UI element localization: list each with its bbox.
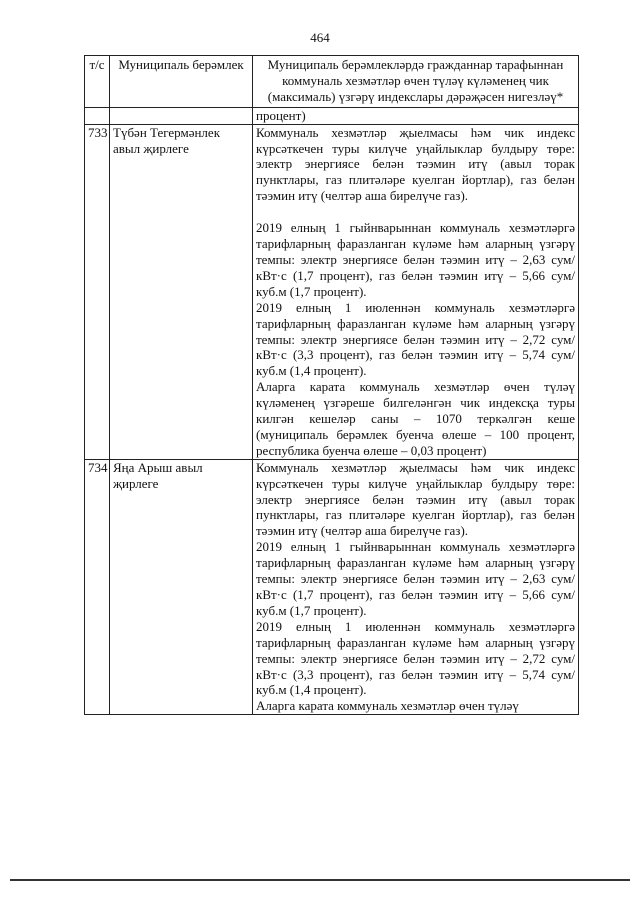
continuation-row (85, 107, 579, 124)
paragraph: Аларга карата коммуналь хезмәтләр өчен түләү күләменең үзгәреше билгеләнгән чик индексқа туры килгән кешеләр саны – 1070 теркәлгән кеше (муниципаль берәмлек буенча өлеше – 100 процент, республика буенча өлеше – 0,03 процент) (256, 379, 575, 458)
header-number: т/с (85, 56, 110, 108)
continuation-text: процент) (253, 107, 579, 124)
municipal-tariff-table (84, 55, 579, 715)
row-description (253, 124, 579, 459)
paragraph: 2019 елның 1 июленнән коммуналь хезмәтләргә тарифларның фаразланган күләме һәм аларның үзгәрү темпы: электр энергиясе белән тәэмин итү – 2,72 сум/кВт·с (3,3 процент), газ белән тәэмин итү – 5,74 сум/куб.м (1,4 процент). (256, 299, 575, 379)
table-header-row (85, 56, 579, 108)
header-municipality: Муниципаль берәмлек (110, 56, 253, 108)
paragraph: 2019 елның 1 гыйнварыннан коммуналь хезмәтләргә тарифларның фаразланган күләме һәм аларның үзгәрү темпы: электр энергиясе белән тәэмин итү – 2,63 сум/кВт·с (1,7 процент), газ белән тәэмин итү – 5,66 сум/куб.м (1,7 процент). (256, 539, 575, 618)
table-row (85, 459, 579, 715)
table-row (85, 124, 579, 459)
header-justification: Муниципаль берәмлекләрдә гражданнар тарафыннан коммуналь хезмәтләр өчен түләү күләменең чик (максималь) үзгәрү индекслары дәрәҗәсен нигезләү* (253, 56, 579, 108)
scan-edge-line (10, 879, 630, 881)
paragraph: Коммуналь хезмәтләр җыелмасы һәм чик индекс күрсәткечен туры килүче уңайлыклар булдыру төре: электр энергиясе белән тәэмин итү (авыл торак пунктлары, газ плитәләре куелган йортлар), газ белән тәэмин итү (челтәр аша бирелүче газ). (256, 459, 575, 539)
page-number: 464 (310, 30, 330, 45)
paragraph: Коммуналь хезмәтләр җыелмасы һәм чик индекс күрсәткечен туры килүче уңайлыклар булдыру төре: электр энергиясе белән тәэмин итү (авыл торак пунктлары, газ плитәләре куелган йортлар), газ белән тәэмин итү (челтәр аша бирелүче газ). (256, 124, 575, 204)
paragraph: 2019 елның 1 гыйнварыннан коммуналь хезмәтләргә тарифларның фаразланган күләме һәм аларның үзгәрү темпы: электр энергиясе белән тәэмин итү – 2,63 сум/кВт·с (1,7 процент), газ белән тәэмин итү – 5,66 сум/куб.м (1,7 процент). (256, 220, 575, 299)
municipality-name: Түбән Тегермәнлек авыл җирлеге (110, 124, 253, 459)
row-number: 733 (85, 124, 110, 459)
municipality-name: Яңа Арыш авыл җирлеге (110, 459, 253, 715)
row-description (253, 459, 579, 715)
row-number: 734 (85, 459, 110, 715)
paragraph: 2019 елның 1 июленнән коммуналь хезмәтләргә тарифларның фаразланган күләме һәм аларның үзгәрү темпы: электр энергиясе белән тәэмин итү – 2,72 сум/кВт·с (3,3 процент), газ белән тәэмин итү – 5,74 сум/куб.м (1,4 процент). (256, 618, 575, 698)
paragraph: Аларга карата коммуналь хезмәтләр өчен түләү (256, 698, 519, 714)
